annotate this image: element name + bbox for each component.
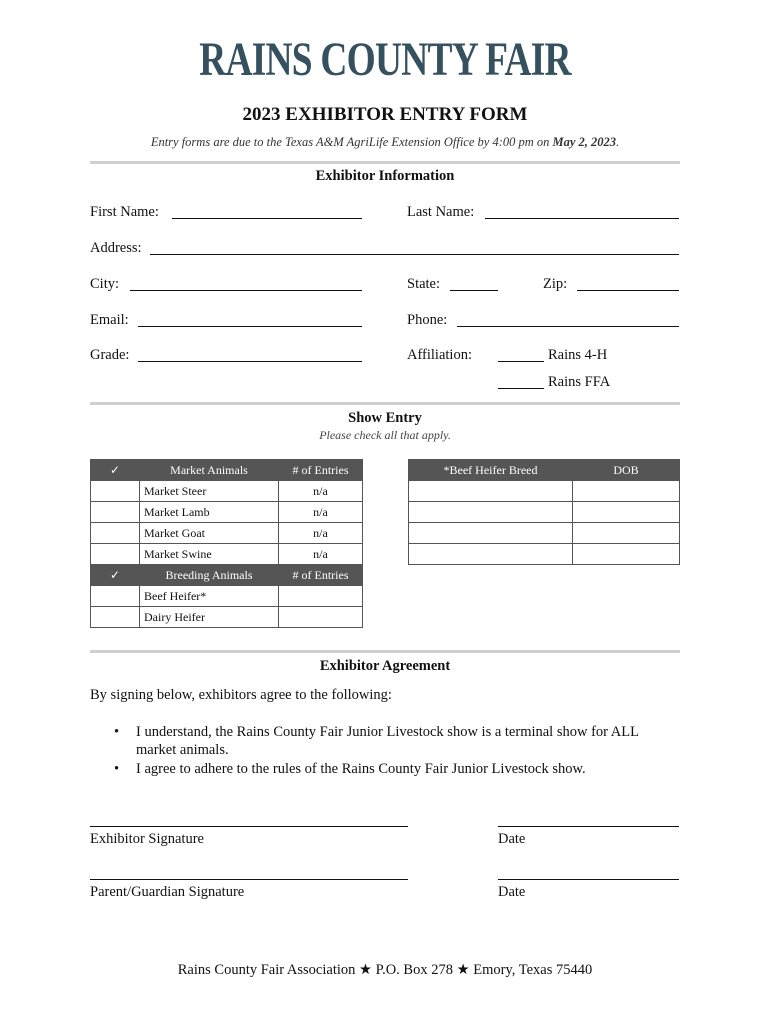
- entries-cell: n/a: [279, 544, 363, 565]
- agreement-bullet-2: [114, 760, 676, 778]
- exhibitor-date-line[interactable]: [498, 826, 679, 827]
- bullet-text: I agree to adhere to the rules of the Rains County Fair Junior Livestock show.: [136, 761, 586, 777]
- footer: [0, 962, 770, 979]
- form-title: 2023 EXHIBITOR ENTRY FORM: [242, 104, 528, 125]
- breed-input[interactable]: [409, 502, 573, 523]
- affiliation-ffa-blank[interactable]: [498, 388, 544, 389]
- state-label: State:: [407, 276, 441, 292]
- city-label: City:: [90, 276, 120, 292]
- show-entry-instructions: Please check all that apply.: [319, 428, 451, 442]
- first-name-label: First Name:: [90, 204, 159, 220]
- divider: [90, 402, 680, 405]
- zip-label: Zip:: [543, 276, 568, 292]
- due-date: May 2, 2023: [552, 135, 617, 149]
- entries-cell: n/a: [279, 481, 363, 502]
- check-box-market-swine[interactable]: [91, 544, 140, 565]
- grade-label: Grade:: [90, 347, 130, 363]
- first-name-field[interactable]: [172, 218, 362, 219]
- zip-field[interactable]: [577, 290, 679, 291]
- check-box-beef-heifer[interactable]: [91, 586, 140, 607]
- affiliation-ffa: Rains FFA: [548, 374, 611, 390]
- phone-field[interactable]: [457, 326, 679, 327]
- parent-date-line[interactable]: [498, 879, 679, 880]
- table-row: [91, 523, 363, 544]
- last-name-label: Last Name:: [407, 204, 475, 220]
- table-row: [409, 544, 680, 565]
- dob-header: DOB: [573, 460, 680, 481]
- breed-input[interactable]: [409, 544, 573, 565]
- table-row: [91, 607, 363, 628]
- star-icon: ★: [359, 962, 372, 978]
- animal-name: Dairy Heifer: [140, 607, 279, 628]
- divider: [90, 161, 680, 164]
- agreement-intro: By signing below, exhibitors agree to the following:: [90, 687, 392, 703]
- entries-cell: n/a: [279, 523, 363, 544]
- star-icon: ★: [456, 962, 470, 978]
- city-field[interactable]: [130, 290, 362, 291]
- bullet-icon: •: [114, 761, 120, 777]
- email-label: Email:: [90, 312, 129, 328]
- footer-org: Rains County Fair Association: [177, 962, 356, 978]
- affiliation-4h-blank[interactable]: [498, 361, 544, 362]
- agreement-bullet-1: [114, 723, 676, 759]
- footer-city: Emory, Texas 75440: [473, 962, 593, 978]
- address-field[interactable]: [150, 254, 679, 255]
- affiliation-label: Affiliation:: [407, 347, 472, 363]
- animal-name: Market Swine: [140, 544, 279, 565]
- dob-input[interactable]: [573, 481, 680, 502]
- date-label: Date: [498, 884, 526, 900]
- state-field[interactable]: [450, 290, 498, 291]
- animal-name: Market Steer: [140, 481, 279, 502]
- breed-input[interactable]: [409, 523, 573, 544]
- breed-header: *Beef Heifer Breed: [409, 460, 573, 481]
- animal-name: Market Goat: [140, 523, 279, 544]
- footer-po-box: P.O. Box 278: [375, 962, 453, 978]
- table-row: [409, 481, 680, 502]
- grade-field[interactable]: [138, 361, 362, 362]
- table-row: [91, 586, 363, 607]
- breed-input[interactable]: [409, 481, 573, 502]
- entries-cell: n/a: [279, 502, 363, 523]
- dob-input[interactable]: [573, 523, 680, 544]
- breeding-animals-header: Breeding Animals: [140, 565, 279, 586]
- exhibitor-signature-line[interactable]: [90, 826, 408, 827]
- due-note-text: Entry forms are due to the Texas A&M AgriLife Extension Office by 4:00 pm on: [150, 135, 553, 149]
- animal-entry-table: [90, 459, 363, 628]
- entries-header: # of Entries: [279, 565, 363, 586]
- affiliation-4h: Rains 4-H: [548, 347, 608, 363]
- entries-input[interactable]: [279, 607, 363, 628]
- check-box-market-steer[interactable]: [91, 481, 140, 502]
- bullet-icon: •: [114, 724, 120, 740]
- date-label: Date: [498, 831, 526, 847]
- check-box-market-lamb[interactable]: [91, 502, 140, 523]
- table-row: [91, 544, 363, 565]
- exhibitor-signature-label: Exhibitor Signature: [90, 831, 204, 847]
- table-row: [91, 481, 363, 502]
- animal-name: Market Lamb: [140, 502, 279, 523]
- entries-input[interactable]: [279, 586, 363, 607]
- check-icon: ✓: [91, 565, 140, 586]
- entries-header: # of Entries: [279, 460, 363, 481]
- parent-signature-label: Parent/Guardian Signature: [90, 884, 245, 900]
- market-animals-header: Market Animals: [140, 460, 279, 481]
- address-label: Address:: [90, 240, 142, 256]
- last-name-field[interactable]: [485, 218, 679, 219]
- email-field[interactable]: [138, 326, 362, 327]
- agreement-heading: Exhibitor Agreement: [319, 658, 451, 674]
- animal-name: Beef Heifer*: [140, 586, 279, 607]
- check-box-market-goat[interactable]: [91, 523, 140, 544]
- parent-signature-line[interactable]: [90, 879, 408, 880]
- dob-input[interactable]: [573, 502, 680, 523]
- show-entry-heading: Show Entry: [348, 410, 422, 426]
- check-box-dairy-heifer[interactable]: [91, 607, 140, 628]
- exhibitor-info-heading: Exhibitor Information: [315, 168, 455, 184]
- table-row: [91, 502, 363, 523]
- fair-logo: RAINS COUNTY FAIR: [199, 33, 571, 86]
- phone-label: Phone:: [407, 312, 448, 328]
- bullet-text: I understand, the Rains County Fair Junior Livestock show is a terminal show for ALL market animals.: [136, 724, 639, 758]
- table-row: [409, 502, 680, 523]
- dob-input[interactable]: [573, 544, 680, 565]
- due-note-end: .: [616, 135, 620, 149]
- due-date-note: [0, 135, 770, 150]
- check-icon: ✓: [91, 460, 140, 481]
- table-row: [409, 523, 680, 544]
- divider: [90, 650, 680, 653]
- heifer-breed-table: [408, 459, 680, 565]
